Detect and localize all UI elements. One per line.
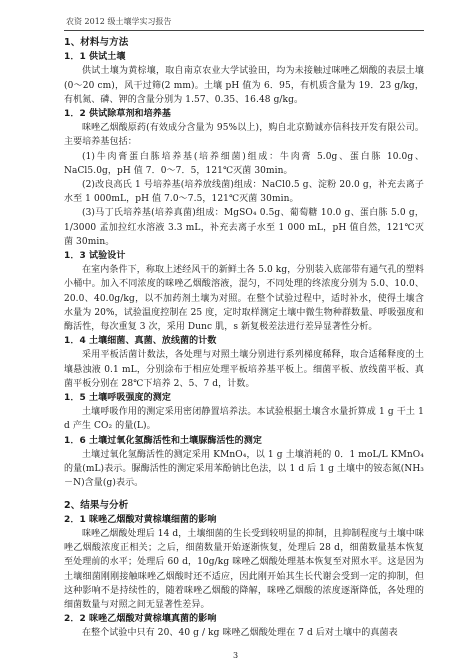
paragraph-1-5: 土壤呼吸作用的测定采用密闭静置培养法。本试验根据土壤含水量折算成 1 g 干土 1 d 产生 CO₂ 的量(L)。: [64, 407, 424, 432]
subsection-heading-1-2: 1．2 供试除草剂和培养基: [64, 109, 171, 120]
paragraph-2-1: 咪唑乙烟酸处理后 14 d，土壤细菌的生长受到较明显的抑制，且抑制程度与土壤中咪唑乙烟酸浓度正相关；之后，细菌数量开始逐渐恢复，处理后 28 d，细菌数量基本恢复至处理前的水平；处理后 60 d，10g/kg 咪唑乙烟酸处理基本恢复至对照水平。这是因为土壤细菌刚刚接触咪唑乙烟酸时还不适应，因此刚开始其生长代谢会受到一定的抑制，但这种影响不是持续性的，随着咪唑乙烟酸的降解，咪唑乙烟酸的浓度逐渐降低，各处理的细菌数量与对照之间无显著性差异。: [64, 528, 424, 610]
subsection-heading-1-5: 1．5 土壤呼吸强度的测定: [64, 393, 171, 404]
page-number: 3: [233, 651, 239, 660]
subsection-heading-1-3: 1．3 试验设计: [64, 251, 126, 262]
paragraph-1-6: 土壤过氧化氢酶活性的测定采用 KMnO₄，以 1 g 土壤消耗的 0．1 moL/L KMnO₄ 的量(mL)表示。脲酶活性的测定采用苯酚钠比色法，以 1 d 后 1 g 土壤中的铵态氮(NH₃－N)含量(g)表示。: [64, 449, 424, 489]
paragraph-1-3: 在室内条件下，称取上述经风干的新鲜土各 5.0 kg，分别装入底部带有通气孔的塑料小桶中。加入不同浓度的咪唑乙烟酸溶液，混匀，不同处理的终浓度分别为 5.0、10.0、20.0、40.0g/kg，以不加药剂土壤为对照。在整个试验过程中，适时补水，使得土壤含水量为 20%，试验温度控制在 25 度，定时取样测定土壤中微生物种群数量、呼吸强度和酶活性，每次重复 3 次，采用 Dunc 肌，s 新复极差法进行差异显著性分析。: [64, 265, 424, 333]
paragraph-1-2-intro: 咪唑乙烟酸原药(有效成分含量为 95%以上)，购自北京勤诚亦信科技开发有限公司。主要培养基包括：: [64, 123, 424, 148]
paragraph-1-2-medium-bacteria: (1)牛肉膏蛋白胨培养基(培养细菌)组成：牛肉膏 5.0g、蛋白胨 10.0g、NaCl5.0g，pH 值 7．0～7．5，121℃灭菌 30min。: [64, 151, 424, 176]
section-spacer: [64, 491, 424, 497]
paragraph-1-2-medium-actinomycetes: (2)改良高氏 1 号培养基(培养放线菌)组成：NaCl0.5 g、淀粉 20.0 g，补充去离子水至 1 000mL，pH 值 7.0～7.5，121℃灭菌 30min。: [64, 180, 424, 205]
header-rule: [64, 30, 424, 31]
paragraph-2-2: 在整个试验中只有 20、40 g / kg 咪唑乙烟酸处理在 7 d 后对土壤中的真菌表: [82, 628, 398, 639]
paragraph-1-4: 采用平板活菌计数法，各处理与对照土壤分别进行系列梯度稀释，取合适稀释度的土壤悬浊液 0.1 mL，分别涂布于相应处理平板培养基平板上。细菌平板、放线菌平板、真菌平板分别在 28℃下培养 2、5、7 d，计数。: [64, 350, 424, 389]
paragraph-1-2-medium-fungi: (3)马丁氏培养基(培养真菌)组成：MgSO₄ 0.5g、葡萄糖 10.0 g、蛋白胨 5.0 g，1/3000 孟加拉红水溶液 3.3 mL，补充去离子水至 1 000 mL，pH 值自然，121℃灭菌 30min。: [64, 208, 424, 247]
running-header: 农资 2012 级土壤学实习报告: [66, 17, 172, 26]
section-heading-results: 2、结果与分析: [64, 499, 129, 511]
subsection-heading-1-6: 1．6 土壤过氧化氢酶活性和土壤脲酶活性的测定: [64, 435, 262, 446]
subsection-heading-1-1: 1．1 供试土壤: [64, 52, 126, 63]
subsection-heading-2-1: 2．1 咪唑乙烟酸对黄棕壤细菌的影响: [64, 514, 217, 525]
report-body: [64, 34, 424, 641]
subsection-heading-1-4: 1．4 土壤细菌、真菌、放线菌的计数: [64, 336, 217, 347]
section-heading-materials-methods: 1、材料与方法: [64, 37, 129, 48]
paragraph-1-1: 供试土壤为黄棕壤，取自南京农业大学试验田，均为未接触过咪唑乙烟酸的表层土壤(0～20 cm)，风干过筛(2 mm)。土壤 pH 值为 6．95，有机质含量为 19．23 g/kg，有机氮、磷、钾的含量分别为 1.57、0.35、16.48 g/kg。: [64, 66, 424, 105]
subsection-heading-2-2: 2．2 咪唑乙烟酸对黄棕壤真菌的影响: [64, 614, 217, 625]
